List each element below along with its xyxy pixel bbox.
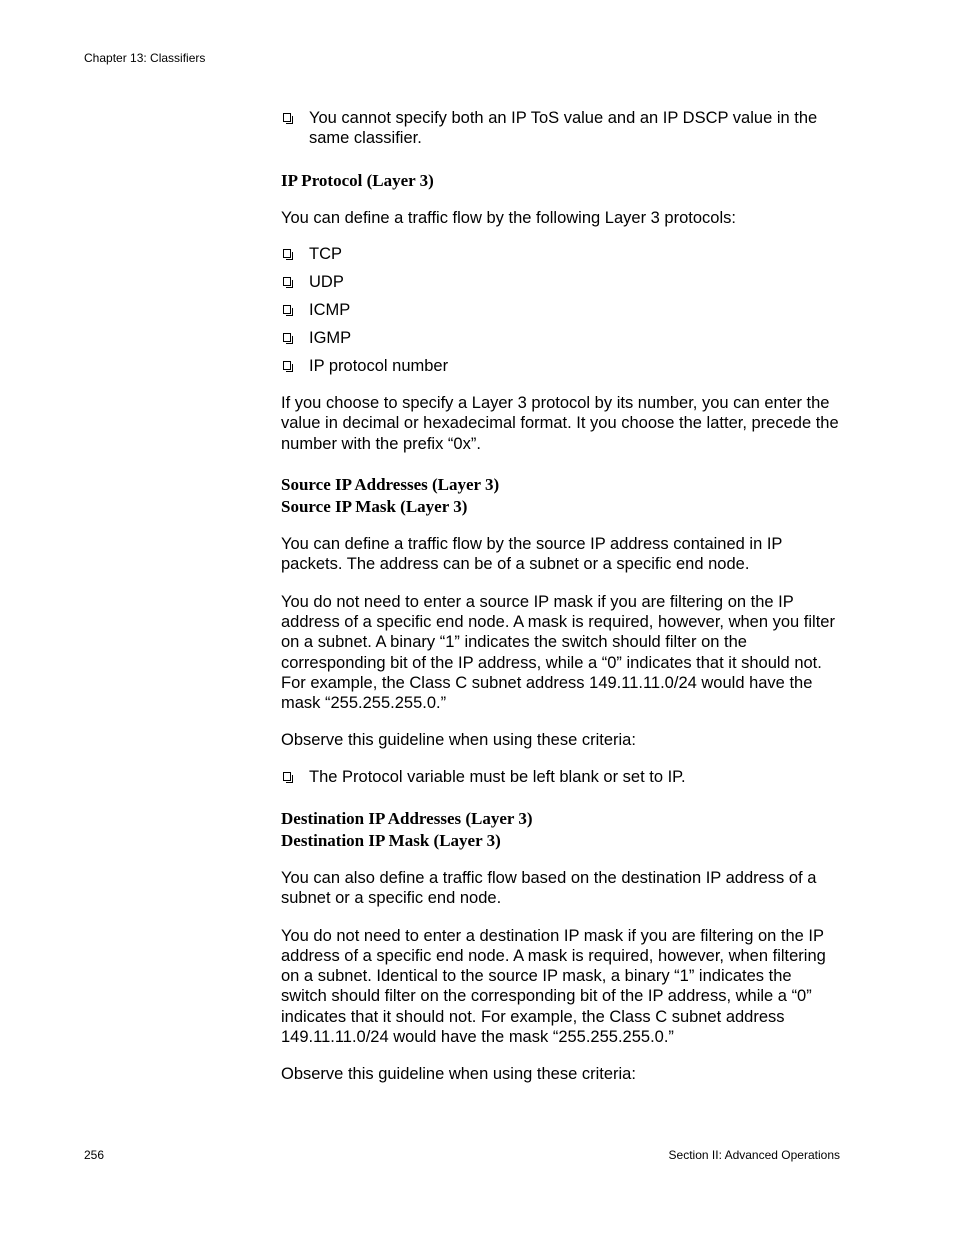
checkbox-bullet-icon — [283, 249, 291, 258]
paragraph-source-2: You do not need to enter a source IP mask if you are filtering on the IP address of a specific end node. A mask is required, however, when you filter on a subnet. A binary “1” indicates the switch should filter on the corresponding bit of the IP address, while a “0” indicates that it should not. For example, the Class C subnet address 149.11.11.0/24 would have the mask “255.255.255.0.” — [281, 592, 835, 713]
paragraph-source-1: You can define a traffic flow by the source IP address contained in IP packets. The address can be of a subnet or a specific end node. — [281, 535, 783, 574]
list-item: TCP — [281, 244, 841, 264]
page-body — [281, 108, 841, 1085]
list-item: You cannot specify both an IP ToS value and an IP DSCP value in the same classifier. — [281, 108, 841, 149]
checkbox-bullet-icon — [283, 361, 291, 370]
list-item: IGMP — [281, 328, 841, 348]
list-item: IP protocol number — [281, 356, 841, 376]
paragraph-ip-protocol-intro: You can define a traffic flow by the following Layer 3 protocols: — [281, 208, 736, 227]
paragraph-destination-guideline: Observe this guideline when using these criteria: — [281, 1065, 636, 1084]
heading-source-ip-mask: Source IP Mask (Layer 3) — [281, 497, 468, 517]
paragraph-destination-1: You can also define a traffic flow based on the destination IP address of a subnet or a specific end node. — [281, 868, 817, 908]
heading-source-ip-addresses: Source IP Addresses (Layer 3) — [281, 475, 500, 495]
paragraph-protocol-number: If you choose to specify a Layer 3 protocol by its number, you can enter the value in decimal or hexadecimal format. It you choose the latter, precede the number with the prefix “0x”. — [281, 394, 839, 453]
list-item: The Protocol variable must be left blank or set to IP. — [281, 767, 841, 787]
checkbox-bullet-icon — [283, 333, 291, 342]
checkbox-bullet-icon — [283, 305, 291, 314]
running-header: Chapter 13: Classifiers — [84, 51, 206, 65]
checkbox-bullet-icon — [283, 772, 291, 781]
checkbox-bullet-icon — [283, 277, 291, 286]
running-footer-section: Section II: Advanced Operations — [668, 1148, 840, 1162]
tos-note-list — [281, 108, 841, 149]
paragraph-source-guideline: Observe this guideline when using these criteria: — [281, 731, 636, 750]
heading-destination-ip-mask: Destination IP Mask (Layer 3) — [281, 830, 501, 850]
protocol-list — [281, 244, 841, 376]
page-number: 256 — [84, 1148, 105, 1162]
heading-ip-protocol: IP Protocol (Layer 3) — [281, 170, 434, 190]
checkbox-bullet-icon — [283, 113, 291, 122]
source-guideline-list — [281, 767, 841, 787]
list-item: UDP — [281, 272, 841, 292]
list-item: ICMP — [281, 300, 841, 320]
heading-destination-ip-addresses: Destination IP Addresses (Layer 3) — [281, 808, 533, 828]
paragraph-destination-2: You do not need to enter a destination IP mask if you are filtering on the IP address of a specific end node. A mask is required, however, when filtering on a subnet. Identical to the source IP mask, a binary “1” indicates the switch should filter on the corresponding bit of the IP address, while a “0” indicates that it should not. For example, the Class C subnet address 149.11.11.0/24 would have the mask “255.255.255.0.” — [281, 926, 826, 1047]
